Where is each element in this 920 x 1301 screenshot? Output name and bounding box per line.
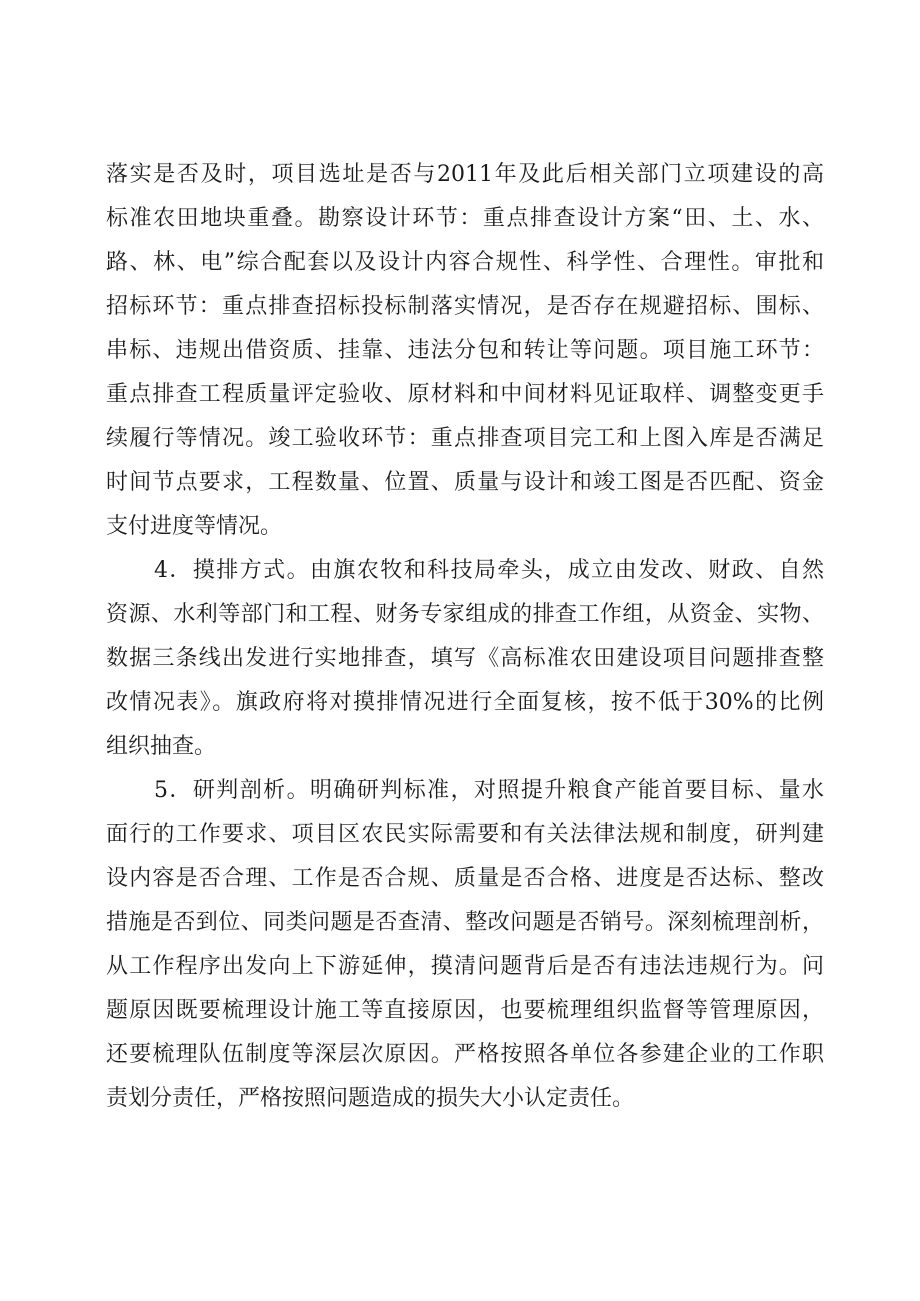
paragraph-5-first-line: 5．研判剖析。明确研判标准，对照提升粮食产能首要目标、量水 (154, 778, 824, 803)
body-text-line: 路、林、电”综合配套以及设计内容合规性、科学性、合理性。审批和 (106, 250, 824, 275)
body-text-line: 题原因既要梳理设计施工等直接原因，也要梳理组织监督等管理原因， (106, 998, 824, 1023)
body-text-line: 从工作程序出发向上下游延伸，摸清问题背后是否有违法违规行为。问 (106, 954, 824, 979)
body-text-line: 措施是否到位、同类问题是否查清、整改问题是否销号。深刻梳理剖析， (106, 910, 824, 935)
body-text-line: 时间节点要求，工程数量、位置、质量与设计和竣工图是否匹配、资金 (106, 470, 824, 495)
body-text-line: 责划分责任，严格按照问题造成的损失大小认定责任。 (106, 1086, 635, 1111)
body-text-line: 组织抽查。 (106, 734, 217, 759)
body-text-line: 资源、水利等部门和工程、财务专家组成的排查工作组，从资金、实物、 (106, 602, 824, 627)
body-text-line: 设内容是否合理、工作是否合规、质量是否合格、进度是否达标、整改 (106, 866, 824, 891)
body-text-line: 改情况表》。旗政府将对摸排情况进行全面复核，按不低于30%的比例 (106, 690, 824, 715)
body-text-line: 面行的工作要求、项目区农民实际需要和有关法律法规和制度，研判建 (106, 822, 824, 847)
body-text-line: 落实是否及时，项目选址是否与2011年及此后相关部门立项建设的高 (106, 162, 824, 187)
paragraph-4-first-line: 4．摸排方式。由旗农牧和科技局牵头，成立由发改、财政、自然 (154, 558, 824, 583)
body-text-line: 重点排查工程质量评定验收、原材料和中间材料见证取样、调整变更手 (106, 382, 824, 407)
body-text-line: 招标环节：重点排查招标投标制落实情况，是否存在规避招标、围标、 (106, 294, 824, 319)
body-text-line: 数据三条线出发进行实地排查，填写《高标准农田建设项目问题排查整 (106, 646, 824, 671)
body-text-line: 支付进度等情况。 (106, 514, 283, 539)
body-text-line: 续履行等情况。竣工验收环节：重点排查项目完工和上图入库是否满足 (106, 426, 824, 451)
body-text-line: 还要梳理队伍制度等深层次原因。严格按照各单位各参建企业的工作职 (106, 1042, 824, 1067)
body-text-line: 标准农田地块重叠。勘察设计环节：重点排查设计方案“田、土、水、 (106, 206, 824, 231)
body-text-line: 串标、违规出借资质、挂靠、违法分包和转让等问题。项目施工环节： (106, 338, 824, 363)
